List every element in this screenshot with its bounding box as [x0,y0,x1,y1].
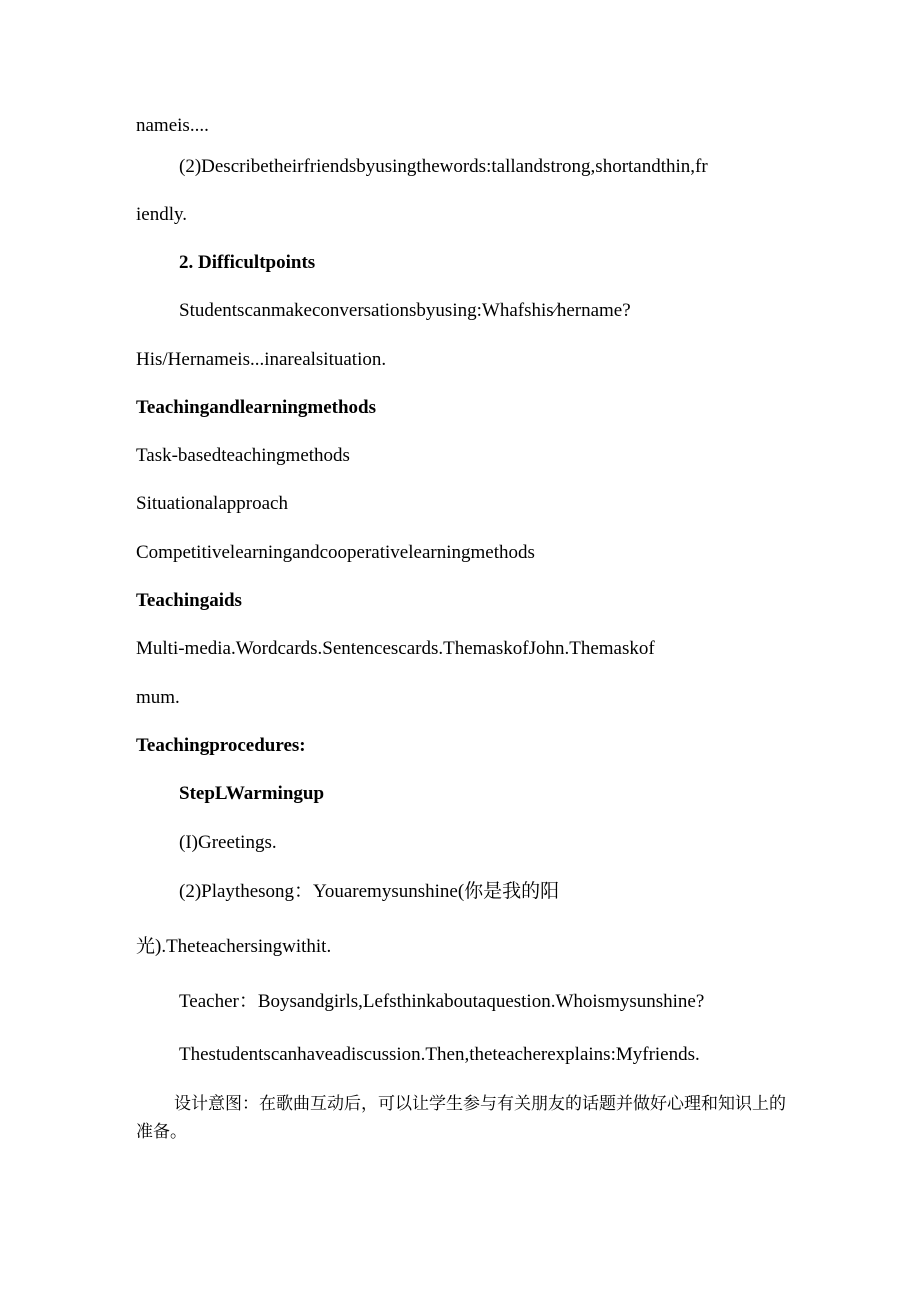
objective-item: (2)Describetheirfriendsbyusingthewords:tallandstrong,shortandthin,fr [179,156,708,177]
text-line: Studentscanmakeconversationsbyusing:Whafshis⁄hername? [179,300,631,321]
method-item: Task-basedteachingmethods [136,445,350,466]
text-line: His/Hernameis...inarealsituation. [136,349,387,370]
section-heading-teaching-aids: Teachingaids [136,590,242,611]
text-line: nameis.... [136,115,209,136]
step-heading: StepLWarmingup [179,783,325,804]
section-heading-methods: Teachingandlearningmethods [136,397,377,418]
method-item: Competitivelearningandcooperativelearningmethods [136,542,535,563]
design-intent-note: 设计意图：在歌曲互动后，可以让学生参与有关朋友的话题并做好心理和知识上的准备。 [136,1094,786,1142]
text-line: 光).Theteachersingwithit. [136,936,332,957]
section-heading-difficult-points: 2. Difficultpoints [179,252,316,273]
method-item: Situationalapproach [136,493,288,514]
text-line: mum. [136,687,180,708]
section-heading-procedures: Teachingprocedures: [136,735,306,756]
text-line: Multi-media.Wordcards.Sentencescards.ThemaskofJohn.Themaskof [136,638,655,659]
text-line: (2)Playthesong：Youaremysunshine(你是我的阳 [179,881,560,902]
text-line: Thestudentscanhaveadiscussion.Then,theteacherexplains:Myfriends. [179,1044,700,1065]
text-line: iendly. [136,204,188,225]
dialogue-line: Teacher：Boysandgirls,Lefsthinkaboutaquestion.Whoismysunshine? [179,991,705,1012]
text-line: (I)Greetings. [179,832,277,853]
